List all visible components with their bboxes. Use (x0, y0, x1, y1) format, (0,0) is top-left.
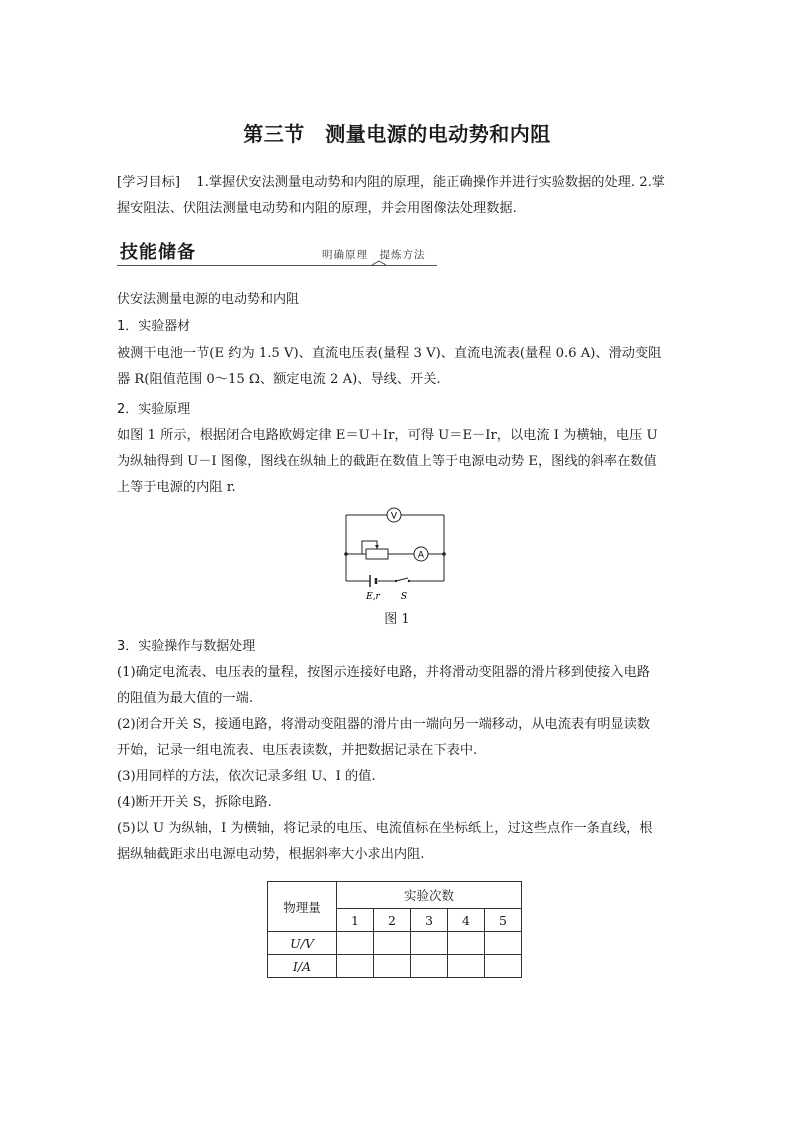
section-title: 技能储备 (120, 242, 196, 263)
table-row (268, 955, 522, 978)
table-cell (485, 955, 522, 978)
data-table (267, 881, 522, 978)
procedure-line: (4)断开开关 S，拆除电路. (117, 795, 272, 810)
table-cell (411, 932, 448, 955)
section-rule-notch (372, 260, 386, 268)
trial-number: 2 (374, 909, 411, 932)
trial-number: 5 (485, 909, 522, 932)
table-row (268, 932, 522, 955)
figure-caption: 图 1 (384, 612, 410, 627)
row-label-current: I/A (268, 955, 337, 978)
slider-arrowhead (375, 545, 379, 549)
principle-line2: 为纵轴得到 U－I 图像，图线在纵轴上的截距在数值上等于电源电动势 E，图线的斜率在数值 (117, 454, 657, 469)
table-cell (337, 955, 374, 978)
voltmeter-label: V (390, 511, 398, 522)
circuit-diagram (338, 505, 454, 605)
ammeter-label: A (417, 550, 425, 561)
procedure-line: 据纵轴截距求出电源电动势，根据斜率大小求出内阻. (117, 847, 425, 862)
table-cell (485, 932, 522, 955)
procedure-line: (5)以 U 为纵轴，I 为横轴，将记录的电压、电流值标在坐标纸上，过这些点作一条直线，根 (117, 821, 653, 836)
equipment-line2: 器 R(阻值范围 0～15 Ω、额定电流 2 A)、导线、开关. (117, 372, 441, 387)
learning-goals-line2: 握安阻法、伏阻法测量电动势和内阻的原理，并会用图像法处理数据. (117, 201, 517, 216)
trials-header: 实验次数 (337, 882, 522, 909)
table-cell (411, 955, 448, 978)
procedure-steps (117, 660, 679, 868)
row-label-voltage: U/V (268, 932, 337, 955)
procedure-line: (2)闭合开关 S，接通电路，将滑动变阻器的滑片由一端向另一端移动，从电流表有明显读数 (117, 717, 651, 732)
page-title: 第三节 测量电源的电动势和内阻 (243, 122, 551, 146)
table-cell (374, 955, 411, 978)
switch-label: S (400, 592, 408, 602)
learning-goals (117, 170, 679, 222)
quantity-header: 物理量 (268, 882, 337, 932)
procedure-line: (1)确定电流表、电压表的量程，按图示连接好电路，并将滑动变阻器的滑片移到使接入电路 (117, 665, 650, 680)
learning-goals-label: [学习目标] (117, 175, 181, 190)
table-cell (448, 932, 485, 955)
table-cell (448, 955, 485, 978)
principle-line1: 如图 1 所示，根据闭合电路欧姆定律 E＝U＋Ir，可得 U＝E－Ir，以电流 I 为横轴，电压 U (117, 428, 658, 443)
trial-number: 3 (411, 909, 448, 932)
learning-goals-text1: 1.掌握伏安法测量电动势和内阻的原理，能正确操作并进行实验数据的处理. 2.掌 (196, 175, 665, 190)
procedure-heading: 3．实验操作与数据处理 (117, 639, 256, 654)
section-header (117, 238, 437, 268)
equipment-heading: 1．实验器材 (117, 319, 191, 334)
table-cell (337, 932, 374, 955)
procedure-line: 的阻值为最大值的一端. (117, 691, 254, 706)
equipment-text (117, 341, 679, 393)
principle-line3: 上等于电源的内阻 r. (117, 480, 236, 495)
procedure-line: 开始，记录一组电流表、电压表读数，并把数据记录在下表中. (117, 743, 478, 758)
table-cell (374, 932, 411, 955)
procedure-line: (3)用同样的方法，依次记录多组 U、I 的值. (117, 769, 376, 784)
principle-text (117, 423, 679, 501)
section-subtitle: 明确原理 提炼方法 (322, 249, 426, 261)
trial-number: 1 (337, 909, 374, 932)
topic-heading: 伏安法测量电源的电动势和内阻 (117, 292, 300, 307)
section-rule (117, 265, 437, 266)
learning-goals-line1 (117, 170, 679, 196)
battery-label: E,r (366, 592, 380, 602)
principle-heading: 2．实验原理 (117, 402, 191, 417)
equipment-line1: 被测干电池一节(E 约为 1.5 V)、直流电压表(量程 3 V)、直流电流表(量程 0.6 A)、滑动变阻 (117, 346, 662, 361)
trial-number: 4 (448, 909, 485, 932)
